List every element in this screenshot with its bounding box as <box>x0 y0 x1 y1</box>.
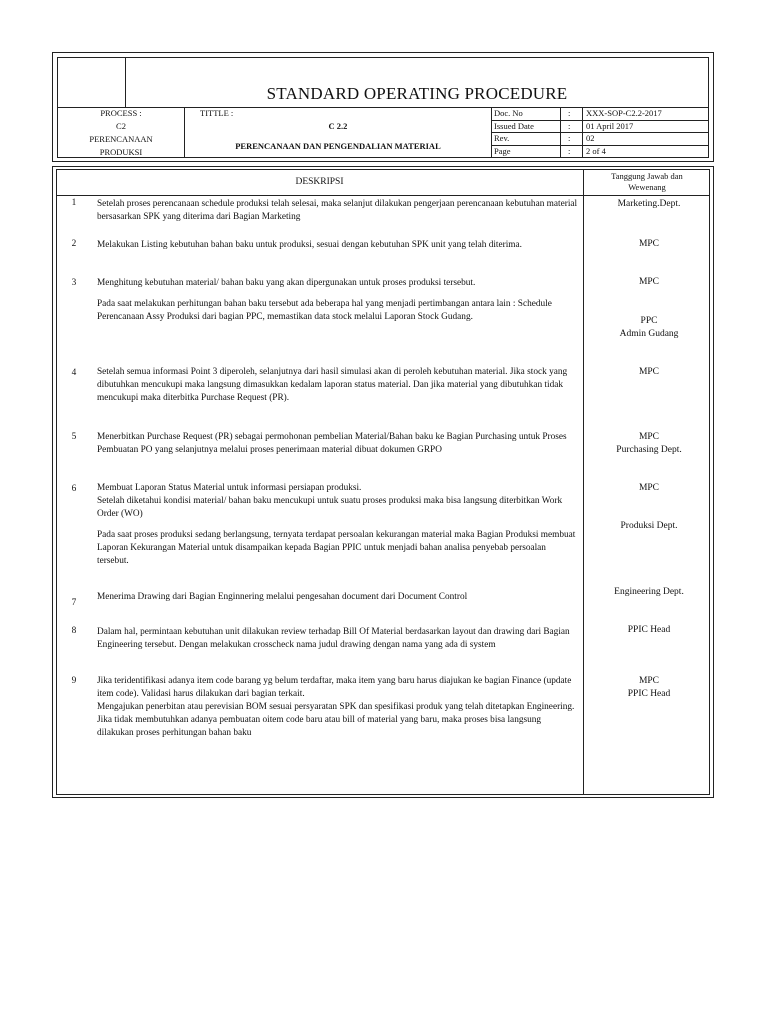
responsible-party: Produksi Dept. <box>620 521 678 531</box>
meta-rev-sep: : <box>568 133 571 143</box>
tittle-name: PERENCANAAN DAN PENGENDALIAN MATERIAL <box>235 141 441 151</box>
step-responsibility <box>587 431 711 457</box>
meta-page-value: 2 of 4 <box>586 146 606 156</box>
column-header-responsibility <box>584 171 710 193</box>
responsible-party: MPC <box>638 367 660 377</box>
meta-page-label: Page <box>494 146 511 156</box>
step-paragraph: Setelah diketahui kondisi material/ bahan baku mencukupi untuk suatu proses produksi maka bisa langsung diterbitkan Work Order (WO) <box>97 496 563 519</box>
step-paragraph: Jika tidak membutuhkan adanya pembuatan oitem code baru atau bill of material yang baru, maka proses bisa langsung dilakukan proses perhitungan bahan baku <box>97 715 542 738</box>
step-responsibility <box>587 586 711 599</box>
meta-issued-date-label: Issued Date <box>494 121 534 131</box>
column-header-deskripsi: DESKRIPSI <box>295 177 344 187</box>
responsible-party: MPC <box>638 239 660 249</box>
step-number: 3 <box>71 278 77 288</box>
responsible-party: Engineering Dept. <box>614 587 684 597</box>
step-number: 1 <box>71 198 77 208</box>
step-responsibility <box>587 366 711 379</box>
step-paragraph: Menerima Drawing dari Bagian Enginnering melalui pengesahan document dari Document Control <box>97 592 468 602</box>
step-number: 2 <box>71 239 77 249</box>
step-description <box>97 482 579 568</box>
responsible-party: Admin Gudang <box>619 329 679 339</box>
column-header-responsibility-line-2: Wewenang <box>628 182 666 192</box>
step-paragraph: Setelah semua informasi Point 3 diperoleh, selanjutnya dari hasil simulasi akan di peroleh kebutuhan material. Jika stock yang dibutuhkan mencukupi maka langsung dimasukkan kedalam laporan status material. Dan jika material yang dibutuhkan tidak mencukupi maka diterbitka Purchase Request (PR). <box>97 367 568 403</box>
step-number: 8 <box>71 626 77 636</box>
responsible-party: PPIC Head <box>627 689 671 699</box>
process-label: PROCESS : <box>100 108 142 118</box>
meta-doc-no-value: XXX-SOP-C2.2-2017 <box>586 108 662 118</box>
step-description <box>97 431 579 457</box>
step-responsibility <box>587 276 711 289</box>
step-description <box>97 675 579 740</box>
step-paragraph: Menghitung kebutuhan material/ bahan baku yang akan dipergunakan untuk proses produksi tersebut. <box>97 278 476 288</box>
step-description <box>97 277 579 324</box>
responsible-party: Marketing.Dept. <box>617 199 681 209</box>
meta-rev-value: 02 <box>586 133 595 143</box>
step-description <box>97 626 579 652</box>
table-column-divider <box>583 169 584 795</box>
responsible-party: Purchasing Dept. <box>616 445 682 455</box>
step-paragraph: Setelah proses perencanaan schedule produksi telah selesai, maka selanjut dilakukan pengerjaan perencanaan kebutuhan material bersasarkan SPK yang diterima dari Bagian Marketing <box>97 199 578 222</box>
document-title: STANDARD OPERATING PROCEDURE <box>266 84 568 103</box>
process-code: C2 <box>116 121 126 131</box>
step-paragraph: Membuat Laporan Status Material untuk informasi persiapan produksi. <box>97 483 362 493</box>
responsible-party: PPIC Head <box>627 625 671 635</box>
responsible-party: MPC <box>638 483 660 493</box>
column-header-responsibility-line-1: Tanggung Jawab dan <box>611 171 683 181</box>
step-paragraph: Mengajukan penerbitan atau perevisian BOM sesuai persyaratan SPK dan spesifikasi produk yang telah ditetapkan Engineering. <box>97 702 575 712</box>
meta-rev-label: Rev. <box>494 133 510 143</box>
step-responsibility <box>587 520 711 533</box>
logo-cell <box>58 58 124 106</box>
step-paragraph: Pada saat melakukan perhitungan bahan baku tersebut ada beberapa hal yang menjadi pertimbangan antara lain : Schedule Perencanaan Assy Produksi dari bagian PPC, memastikan data stock melalui Laporan Stock Gudang. <box>97 299 552 322</box>
table-header-divider <box>56 195 710 196</box>
meta-issued-date-value: 01 April 2017 <box>586 121 634 131</box>
step-responsibility <box>587 624 711 637</box>
step-responsibility <box>587 482 711 495</box>
responsible-party: MPC <box>638 277 660 287</box>
step-description <box>97 366 579 405</box>
process-name-line-1: PERENCANAAN <box>89 134 153 144</box>
process-name-line-2: PRODUKSI <box>99 147 143 157</box>
tittle-label: TITTLE : <box>200 108 234 118</box>
step-paragraph: Jika teridentifikasi adanya item code barang yg belum terdaftar, maka item yang baru harus diajukan ke bagian Finance (update item code). Validasi harus dilakukan dari bagian terkait. <box>97 676 572 699</box>
step-paragraph: Pada saat proses produksi sedang berlangsung, ternyata terdapat persoalan kekurangan material maka Bagian Produksi membuat Laporan Kekurangan Material untuk disampaikan kepada Bagian PPIC untuk menjadi bahan analisa penyebab persoalan tersebut. <box>97 530 576 566</box>
meta-page-sep: : <box>568 146 571 156</box>
step-responsibility <box>587 675 711 701</box>
tittle-code: C 2.2 <box>328 121 348 131</box>
step-responsibility <box>587 238 711 251</box>
meta-doc-no-sep: : <box>568 108 571 118</box>
step-number: 9 <box>71 676 77 686</box>
responsible-party: PPC <box>640 316 658 326</box>
meta-doc-no-label: Doc. No <box>494 108 523 118</box>
step-number: 4 <box>71 368 77 378</box>
responsible-party: MPC <box>638 676 660 686</box>
step-paragraph: Melakukan Listing kebutuhan bahan baku untuk produksi, sesuai dengan kebutuhan SPK unit yang telah diterima. <box>97 240 522 250</box>
step-description <box>97 591 579 604</box>
step-paragraph: Dalam hal, permintaan kebutuhan unit dilakukan review terhadap Bill Of Material berdasarkan layout dan drawing dari Bagian Engineering tersebut. Dengan melakukan crosscheck nama judul drawing dengan nama yang ada di system <box>97 627 570 650</box>
step-description <box>97 239 579 252</box>
step-paragraph: Menerbitkan Purchase Request (PR) sebagai permohonan pembelian Material/Bahan baku ke Bagian Purchasing untuk Proses Pembuatan PO yang selanjutnya melalui proses penerimaan material dibuat dokumen GRPO <box>97 432 567 455</box>
responsible-party: MPC <box>638 432 660 442</box>
step-responsibility <box>587 315 711 341</box>
meta-row-line-2 <box>491 132 709 133</box>
step-responsibility <box>587 198 711 211</box>
step-number: 5 <box>71 432 77 442</box>
step-number: 6 <box>71 484 77 494</box>
step-description <box>97 198 579 224</box>
step-number: 7 <box>71 598 77 608</box>
meta-issued-date-sep: : <box>568 121 571 131</box>
